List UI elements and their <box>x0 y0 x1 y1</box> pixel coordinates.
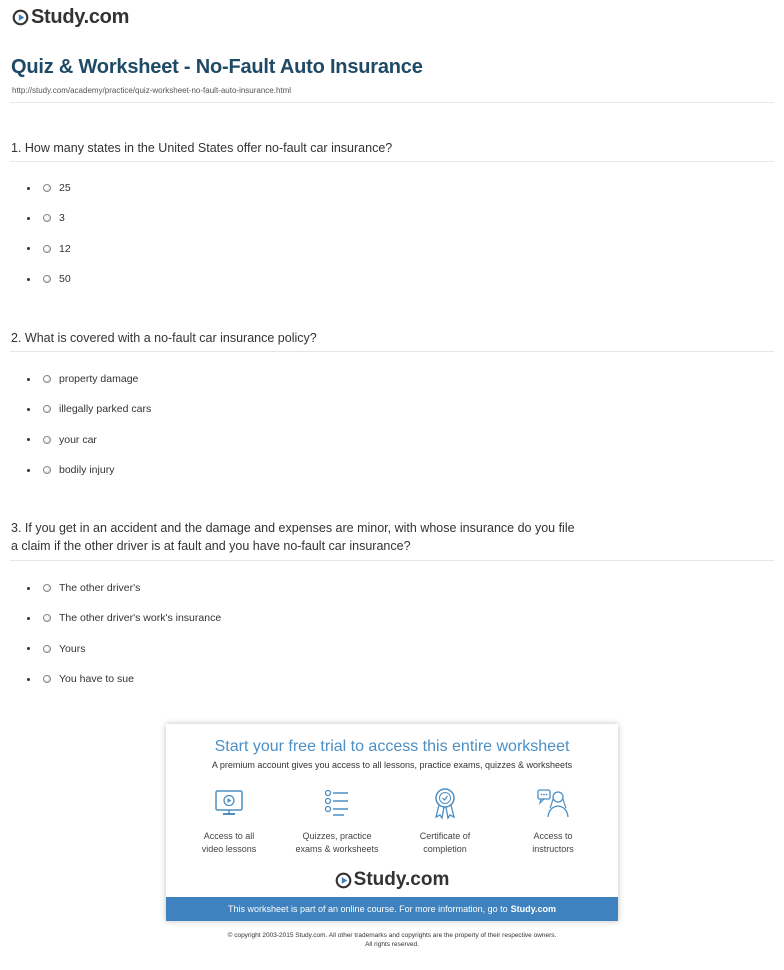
answer-label: You have to sue <box>59 673 134 686</box>
video-lessons-icon <box>212 786 246 820</box>
radio-button[interactable] <box>43 375 51 383</box>
bullet <box>27 617 30 620</box>
answer-option[interactable] <box>24 264 71 294</box>
divider <box>10 102 774 103</box>
radio-button[interactable] <box>43 645 51 653</box>
radio-button[interactable] <box>43 214 51 222</box>
feature-instructors <box>498 786 608 856</box>
question-3-answers <box>24 573 221 694</box>
radio-button[interactable] <box>43 675 51 683</box>
bullet <box>27 278 30 281</box>
answer-label: property damage <box>59 373 139 386</box>
bullet <box>27 587 30 590</box>
study-logo[interactable] <box>12 6 129 29</box>
bullet <box>27 408 30 411</box>
answer-label: The other driver's <box>59 582 141 595</box>
promo-title: Start your free trial to access this entire worksheet <box>214 738 570 755</box>
answer-label: 25 <box>59 182 71 195</box>
answer-label: Yours <box>59 642 86 655</box>
play-circle-icon <box>335 872 352 889</box>
radio-button[interactable] <box>43 466 51 474</box>
answer-option[interactable] <box>24 425 151 455</box>
logo-text: Study.com <box>31 6 130 28</box>
page-title: Quiz & Worksheet - No-Fault Auto Insurance <box>11 56 423 78</box>
feature-label: Access to instructors <box>532 831 574 854</box>
promo-subtitle: A premium account gives you access to all lessons, practice exams, quizzes & worksheets <box>211 760 573 770</box>
radio-button[interactable] <box>43 405 51 413</box>
bullet <box>27 647 30 650</box>
copyright-line-1: © copyright 2003-2015 Study.com. All other trademarks and copyrights are the property of their respective owners. <box>227 932 557 939</box>
answer-option[interactable] <box>24 364 151 394</box>
certificate-icon <box>428 786 462 820</box>
bullet <box>27 187 30 190</box>
promo-footer-bar <box>166 897 618 921</box>
answer-option[interactable] <box>24 203 71 233</box>
feature-label: Access to all video lessons <box>201 831 257 854</box>
free-trial-promo[interactable] <box>166 724 618 921</box>
bullet <box>27 438 30 441</box>
answer-label: The other driver's work's insurance <box>59 612 222 625</box>
page-url[interactable]: http://study.com/academy/practice/quiz-worksheet-no-fault-auto-insurance.html <box>12 86 292 95</box>
feature-video-lessons <box>174 786 284 856</box>
answer-label: your car <box>59 433 97 446</box>
bullet <box>27 247 30 250</box>
promo-footer-text: This worksheet is part of an online course. For more information, go to <box>228 904 508 914</box>
copyright-notice <box>0 931 784 949</box>
answer-option[interactable] <box>24 455 151 485</box>
promo-footer-link[interactable]: Study.com <box>510 904 556 914</box>
question-3-text <box>11 519 661 555</box>
bullet <box>27 469 30 472</box>
quizzes-list-icon <box>320 786 354 820</box>
answer-label: 3 <box>59 212 65 225</box>
radio-button[interactable] <box>43 184 51 192</box>
divider <box>10 351 774 352</box>
radio-button[interactable] <box>43 245 51 253</box>
question-3-line-1: 3. If you get in an accident and the damage and expenses are minor, with whose insurance do you file <box>11 521 575 535</box>
answer-label: 50 <box>59 273 71 286</box>
answer-label: 12 <box>59 242 71 255</box>
answer-option[interactable] <box>24 634 221 664</box>
feature-quizzes <box>282 786 392 856</box>
radio-button[interactable] <box>43 436 51 444</box>
answer-option[interactable] <box>24 394 151 424</box>
answer-option[interactable] <box>24 234 71 264</box>
question-2-answers <box>24 364 151 485</box>
promo-logo-text: Study.com <box>353 869 450 890</box>
question-1-text: 1. How many states in the United States offer no-fault car insurance? <box>11 141 393 155</box>
instructors-icon <box>536 786 570 820</box>
question-2-text: 2. What is covered with a no-fault car insurance policy? <box>11 331 317 345</box>
feature-label: Quizzes, practice exams & worksheets <box>295 831 379 854</box>
radio-button[interactable] <box>43 275 51 283</box>
answer-label: bodily injury <box>59 464 115 477</box>
radio-button[interactable] <box>43 614 51 622</box>
bullet <box>27 378 30 381</box>
divider <box>10 161 774 162</box>
question-1-answers <box>24 173 71 294</box>
copyright-line-2: All rights reserved. <box>365 941 419 948</box>
promo-study-logo[interactable] <box>166 869 618 891</box>
answer-option[interactable] <box>24 664 221 694</box>
play-circle-icon <box>12 9 29 26</box>
answer-option[interactable] <box>24 573 221 603</box>
radio-button[interactable] <box>43 584 51 592</box>
answer-option[interactable] <box>24 603 221 633</box>
feature-label: Certificate of completion <box>419 831 471 854</box>
bullet <box>27 678 30 681</box>
answer-option[interactable] <box>24 173 71 203</box>
feature-certificate <box>390 786 500 856</box>
bullet <box>27 217 30 220</box>
answer-label: illegally parked cars <box>59 403 152 416</box>
divider <box>10 560 774 561</box>
question-3-line-2: a claim if the other driver is at fault and you have no-fault car insurance? <box>11 539 411 553</box>
